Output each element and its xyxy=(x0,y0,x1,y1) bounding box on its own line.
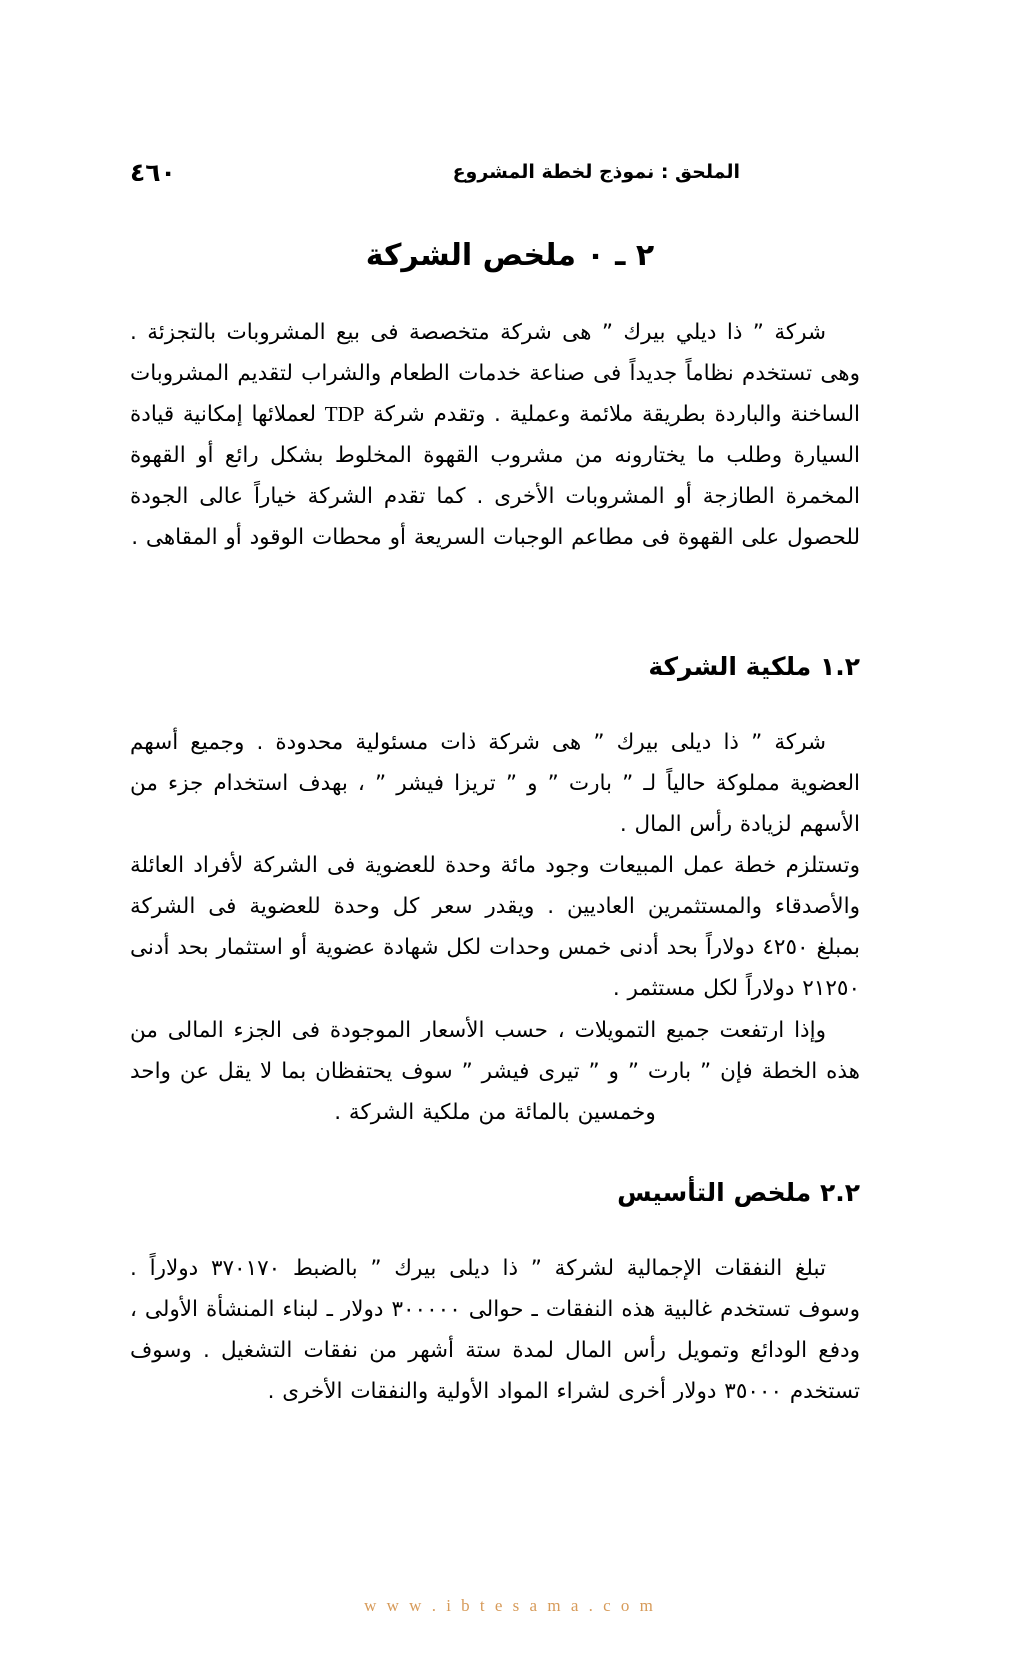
heading-startup-summary: ٢.٢ ملخص التأسيس xyxy=(617,1178,860,1207)
heading-company-summary: ٢ ـ ٠ ملخص الشركة xyxy=(365,238,655,273)
running-title: الملحق : نموذج لخطة المشروع xyxy=(452,160,740,183)
running-head xyxy=(130,152,890,192)
paragraph-ownership-3: وإذا ارتفعت جميع التمويلات ، حسب الأسعار الموجودة فى الجزء المالى من هذه الخطة فإن ” بارت ” و ” تيرى فيشر ” سوف يحتفظان بما لا يقل عن واحد وخمسين بالمائة من ملكية الشركة . xyxy=(130,1018,860,1125)
paragraph-ownership-1: شركة ” ذا ديلى بيرك ” هى شركة ذات مسئولية محدودة . وجميع أسهم العضوية مملوكة حالياً لـ ” بارت ” و ” تريزا فيشر ” ، بهدف استخدام جزء من الأسهم لزيادة رأس المال . xyxy=(130,730,860,837)
paragraph-startup-summary: تبلغ النفقات الإجمالية لشركة ” ذا ديلى بيرك ” بالضبط ٣٧٠١٧٠ دولاراً . وسوف تستخدم غالبية هذه النفقات ـ حوالى ٣٠٠٠٠٠ دولار ـ لبناء المنشأة الأولى ، ودفع الودائع وتمويل رأس المال لمدة ستة أشهر من نفقات التشغيل . وسوف تستخدم ٣٥٠٠٠ دولار أخرى لشراء المواد الأولية والنفقات الأخرى . xyxy=(130,1256,860,1404)
site-watermark: w w w . i b t e s a m a . c o m xyxy=(364,1596,656,1615)
latin-term: TDP xyxy=(324,402,365,426)
page-number: ٤٦٠ xyxy=(130,157,176,187)
heading-company-ownership: ١.٢ ملكية الشركة xyxy=(648,652,860,681)
paragraph-ownership-2: وتستلزم خطة عمل المبيعات وجود مائة وحدة للعضوية فى الشركة لأفراد العائلة والأصدقاء والمستثمرين العاديين . ويقدر سعر كل وحدة للعضوية فى الشركة بمبلغ ٤٢٥٠ دولاراً بحد أدنى خمس وحدات لكل شهادة عضوية أو استثمار بحد أدنى ٢١٢٥٠ دولاراً لكل مستثمر . xyxy=(130,853,860,1001)
paragraph-company-summary: شركة ” ذا ديلي بيرك ” هى شركة متخصصة فى بيع المشروبات بالتجزئة . وهى تستخدم نظاماً جديداً فى صناعة خدمات الطعام والشراب لتقديم المشروبات الساخنة والباردة بطريقة ملائمة وعملية . وتقدم شركة TDP لعملائها إمكانية قيادة السيارة وطلب ما يختارونه من مشروب القهوة المخلوط بشكل رائع أو القهوة المخمرة الطازجة أو المشروبات الأخرى . كما تقدم الشركة خياراً عالى الجودة للحصول على القهوة فى مطاعم الوجبات السريعة أو محطات الوقود أو المقاهى . xyxy=(130,320,860,550)
